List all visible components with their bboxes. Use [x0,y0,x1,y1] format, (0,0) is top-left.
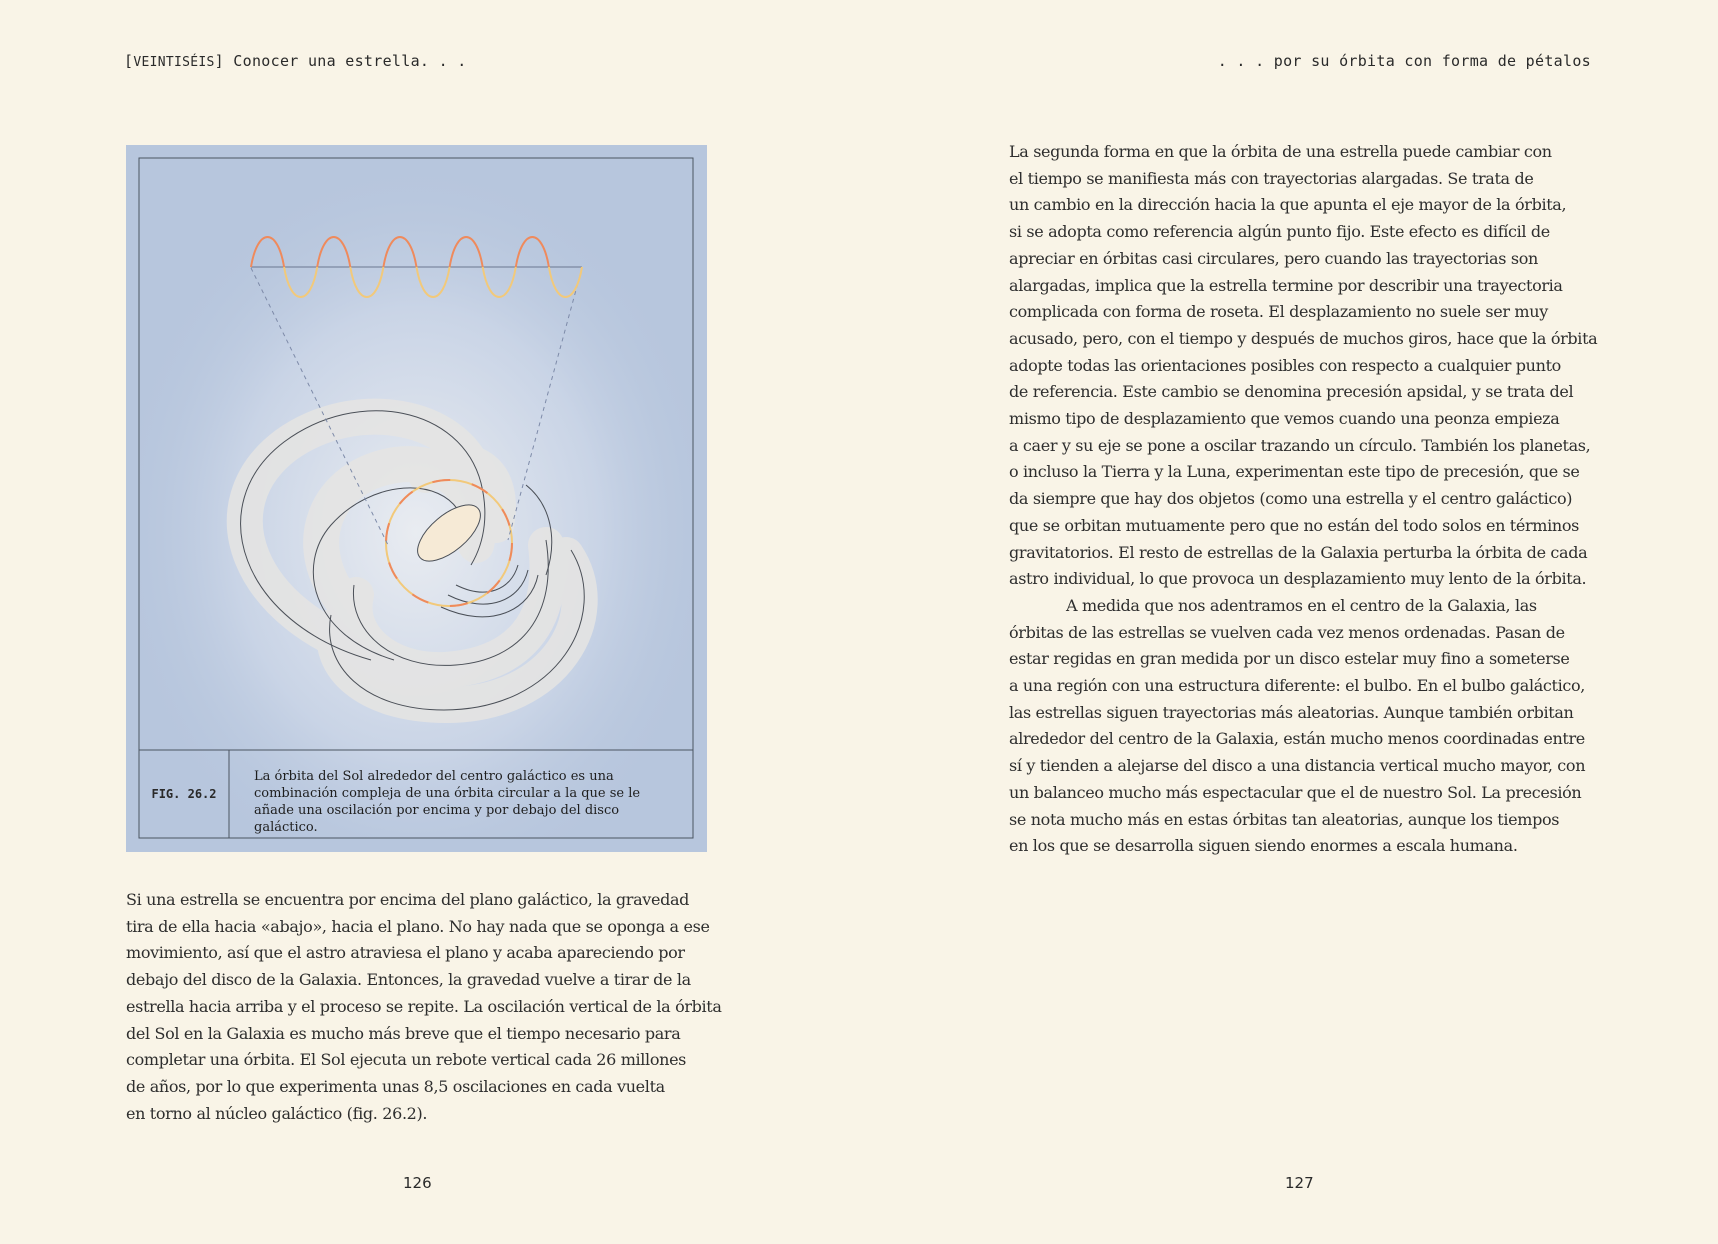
page-number-right: 127 [1285,1174,1314,1192]
running-header-left: [VEINTISÉIS] Conocer una estrella. . . [124,52,467,70]
text-line: sí y tienden a alejarse del disco a una distancia vertical mucho mayor, con [1009,756,1586,776]
chapter-number: VEINTISÉIS [133,55,215,70]
text-line: completar una órbita. El Sol ejecuta un rebote vertical cada 26 millones [126,1050,687,1070]
text-line: de años, por lo que experimenta unas 8,5 oscilaciones en cada vuelta [126,1076,665,1096]
text-line: Si una estrella se encuentra por encima del plano galáctico, la gravedad [126,890,690,909]
text-line: si se adopta como referencia algún punto fijo. Este efecto es difícil de [1009,222,1550,242]
text-line: un cambio en la dirección hacia la que apunta el eje mayor de la órbita, [1009,195,1567,215]
figure-label: FIG. 26.2 [151,787,217,801]
left-page-body [126,887,722,1127]
text-line: de referencia. Este cambio se denomina precesión apsidal, y se trata del [1009,382,1574,402]
text-line: en torno al núcleo galáctico (fig. 26.2). [126,1103,428,1123]
text-line: o incluso la Tierra y la Luna, experimentan este tipo de precesión, que se [1009,462,1580,482]
text-line: debajo del disco de la Galaxia. Entonces, la gravedad vuelve a tirar de la [126,970,691,990]
text-line: mismo tipo de desplazamiento que vemos cuando una peonza empieza [1009,409,1560,429]
page-number-left: 126 [403,1174,432,1192]
text-line: gravitatorios. El resto de estrellas de la Galaxia perturba la órbita de cada [1009,542,1588,562]
text-line: a caer y su eje se pone a oscilar trazando un círculo. También los planetas, [1009,435,1591,455]
text-line: que se orbitan mutuamente pero que no están del todo solos en términos [1009,515,1579,535]
figure-26-2 [126,145,707,852]
running-header-right: . . . por su órbita con forma de pétalos [1217,52,1591,70]
figure-caption: La órbita del Sol alrededor del centro galáctico es una combinación compleja de una órbita circular a la que se le añade una oscilación por encima y por debajo del disco galáctico. [254,769,641,835]
text-line: alargadas, implica que la estrella termine por describir una trayectoria [1009,275,1563,295]
text-line: del Sol en la Galaxia es mucho más breve que el tiempo necesario para [126,1023,681,1043]
text-line: estar regidas en gran medida por un disco estelar muy fino a someterse [1009,649,1570,669]
text-line: A medida que nos adentramos en el centro de la Galaxia, las [1066,595,1537,615]
text-line: órbitas de las estrellas se vuelven cada vez menos ordenadas. Pasan de [1009,622,1565,642]
text-line: movimiento, así que el astro atraviesa el plano y acaba apareciendo por [126,943,685,963]
text-line: complicada con forma de roseta. El desplazamiento no suele ser muy [1009,302,1548,322]
text-line: alrededor del centro de la Galaxia, están mucho menos coordinadas entre [1009,729,1585,749]
chapter-title: Conocer una estrella. . . [233,52,467,70]
text-line: las estrellas siguen trayectorias más aleatorias. Aunque también orbitan [1009,702,1574,722]
text-line: estrella hacia arriba y el proceso se repite. La oscilación vertical de la órbita [126,996,722,1016]
text-line: en los que se desarrolla siguen siendo enormes a escala humana. [1009,836,1518,856]
text-line: acusado, pero, con el tiempo y después de muchos giros, hace que la órbita [1009,328,1598,348]
right-page-body [1009,139,1598,860]
text-line: el tiempo se manifiesta más con trayectorias alargadas. Se trata de [1009,168,1534,188]
text-line: a una región con una estructura diferente: el bulbo. En el bulbo galáctico, [1009,676,1586,696]
text-line: astro individual, lo que provoca un desplazamiento muy lento de la órbita. [1009,569,1587,589]
text-line: un balanceo mucho más espectacular que el de nuestro Sol. La precesión [1009,782,1582,802]
text-line: apreciar en órbitas casi circulares, pero cuando las trayectorias son [1009,248,1538,268]
text-line: La segunda forma en que la órbita de una estrella puede cambiar con [1009,142,1552,161]
text-line: adopte todas las orientaciones posibles con respecto a cualquier punto [1009,355,1561,375]
text-line: tira de ella hacia «abajo», hacia el plano. No hay nada que se oponga a ese [126,916,710,936]
text-line: se nota mucho más en estas órbitas tan aleatorias, aunque los tiempos [1009,809,1560,829]
figure-caption-row [139,750,693,838]
text-line: da siempre que hay dos objetos (como una estrella y el centro galáctico) [1009,489,1573,509]
galaxy-orbit-illustration [126,145,707,852]
